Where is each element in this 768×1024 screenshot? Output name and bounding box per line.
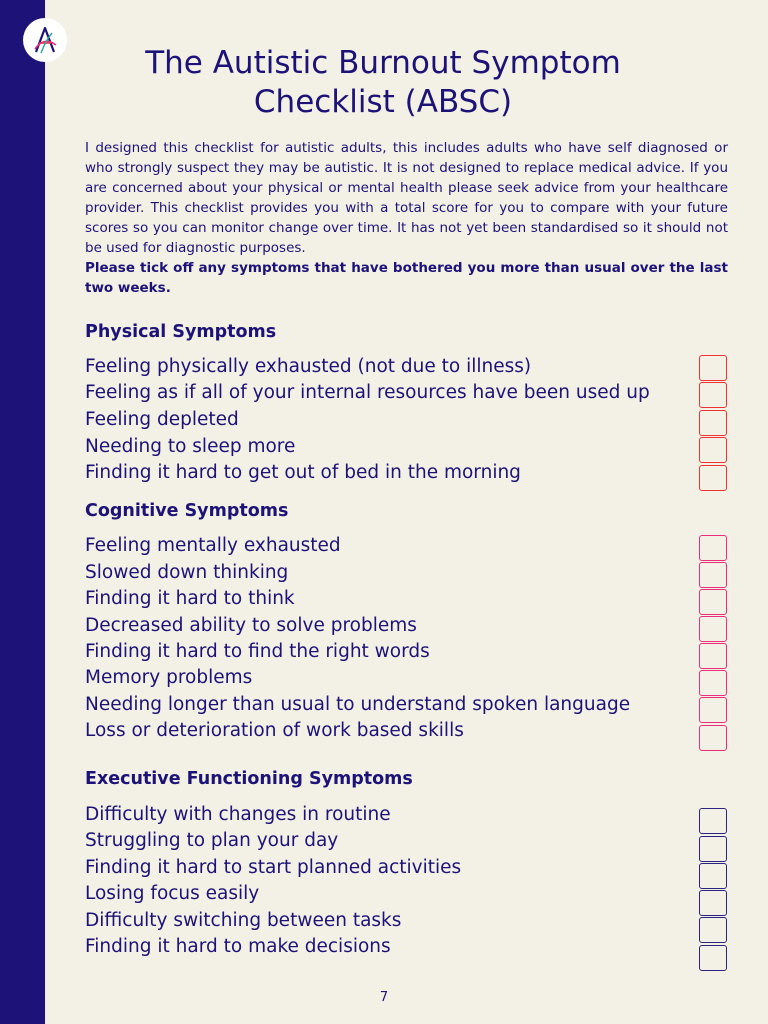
page-number: 7 [379, 990, 389, 1005]
symptom-item: Memory problems [85, 667, 253, 688]
symptom-checkbox[interactable] [699, 808, 727, 834]
symptom-item: Slowed down thinking [85, 562, 289, 583]
symptom-item: Losing focus easily [85, 883, 260, 904]
symptom-checkbox[interactable] [699, 535, 727, 561]
symptom-item: Feeling as if all of your internal resources have been used up [85, 382, 650, 403]
symptom-item: Finding it hard to think [85, 588, 295, 609]
symptom-checkbox[interactable] [699, 917, 727, 943]
symptom-item: Finding it hard to get out of bed in the morning [85, 462, 521, 483]
symptom-item: Needing longer than usual to understand spoken language [85, 694, 631, 715]
symptom-checkbox[interactable] [699, 670, 727, 696]
symptom-checkbox[interactable] [699, 465, 727, 491]
symptom-checkbox[interactable] [699, 589, 727, 615]
symptom-checkbox[interactable] [699, 643, 727, 669]
intro-body: I designed this checklist for autistic adults, this includes adults who have self diagnosed or who strongly suspect they may be autistic. It is not designed to replace medical advice. If you are concerned about your physical or mental health please seek advice from your healthcare provider. This checklist provides you with a total score for you to compare with your future scores so you can monitor change over time. It has not yet been standardised so it should not be used for diagnostic purposes. [85, 140, 728, 256]
executive-section-title: Executive Functioning Symptoms [85, 769, 413, 789]
symptom-item: Needing to sleep more [85, 436, 296, 457]
symptom-item: Loss or deterioration of work based skills [85, 720, 464, 741]
symptom-item: Struggling to plan your day [85, 830, 339, 851]
symptom-checkbox[interactable] [699, 410, 727, 436]
symptom-checkbox[interactable] [699, 697, 727, 723]
cognitive-section-title: Cognitive Symptoms [85, 501, 289, 521]
page-title: The Autistic Burnout Symptom Checklist (ABSC) [145, 45, 621, 120]
symptom-checkbox[interactable] [699, 945, 727, 971]
symptom-item: Finding it hard to find the right words [85, 641, 430, 662]
intro-paragraph [85, 138, 728, 298]
symptom-item: Difficulty switching between tasks [85, 910, 402, 931]
symptom-checkbox[interactable] [699, 863, 727, 889]
symptom-checkbox[interactable] [699, 836, 727, 862]
symptom-checkbox[interactable] [699, 355, 727, 381]
physical-section-title: Physical Symptoms [85, 322, 277, 342]
symptom-item: Feeling mentally exhausted [85, 535, 341, 556]
symptom-checkbox[interactable] [699, 616, 727, 642]
symptom-item: Decreased ability to solve problems [85, 615, 417, 636]
symptom-item: Finding it hard to make decisions [85, 936, 391, 957]
logo [23, 18, 67, 62]
symptom-checkbox[interactable] [699, 890, 727, 916]
symptom-checkbox[interactable] [699, 382, 727, 408]
symptom-checkbox[interactable] [699, 725, 727, 751]
symptom-checkbox[interactable] [699, 562, 727, 588]
symptom-item: Feeling physically exhausted (not due to illness) [85, 356, 532, 377]
letter-a-logo-icon [23, 18, 67, 62]
intro-instruction: Please tick off any symptoms that have bothered you more than usual over the last two weeks. [85, 260, 728, 296]
symptom-item: Finding it hard to start planned activities [85, 857, 462, 878]
symptom-checkbox[interactable] [699, 437, 727, 463]
symptom-item: Feeling depleted [85, 409, 239, 430]
sidebar-bar [0, 0, 45, 1024]
symptom-item: Difficulty with changes in routine [85, 804, 391, 825]
